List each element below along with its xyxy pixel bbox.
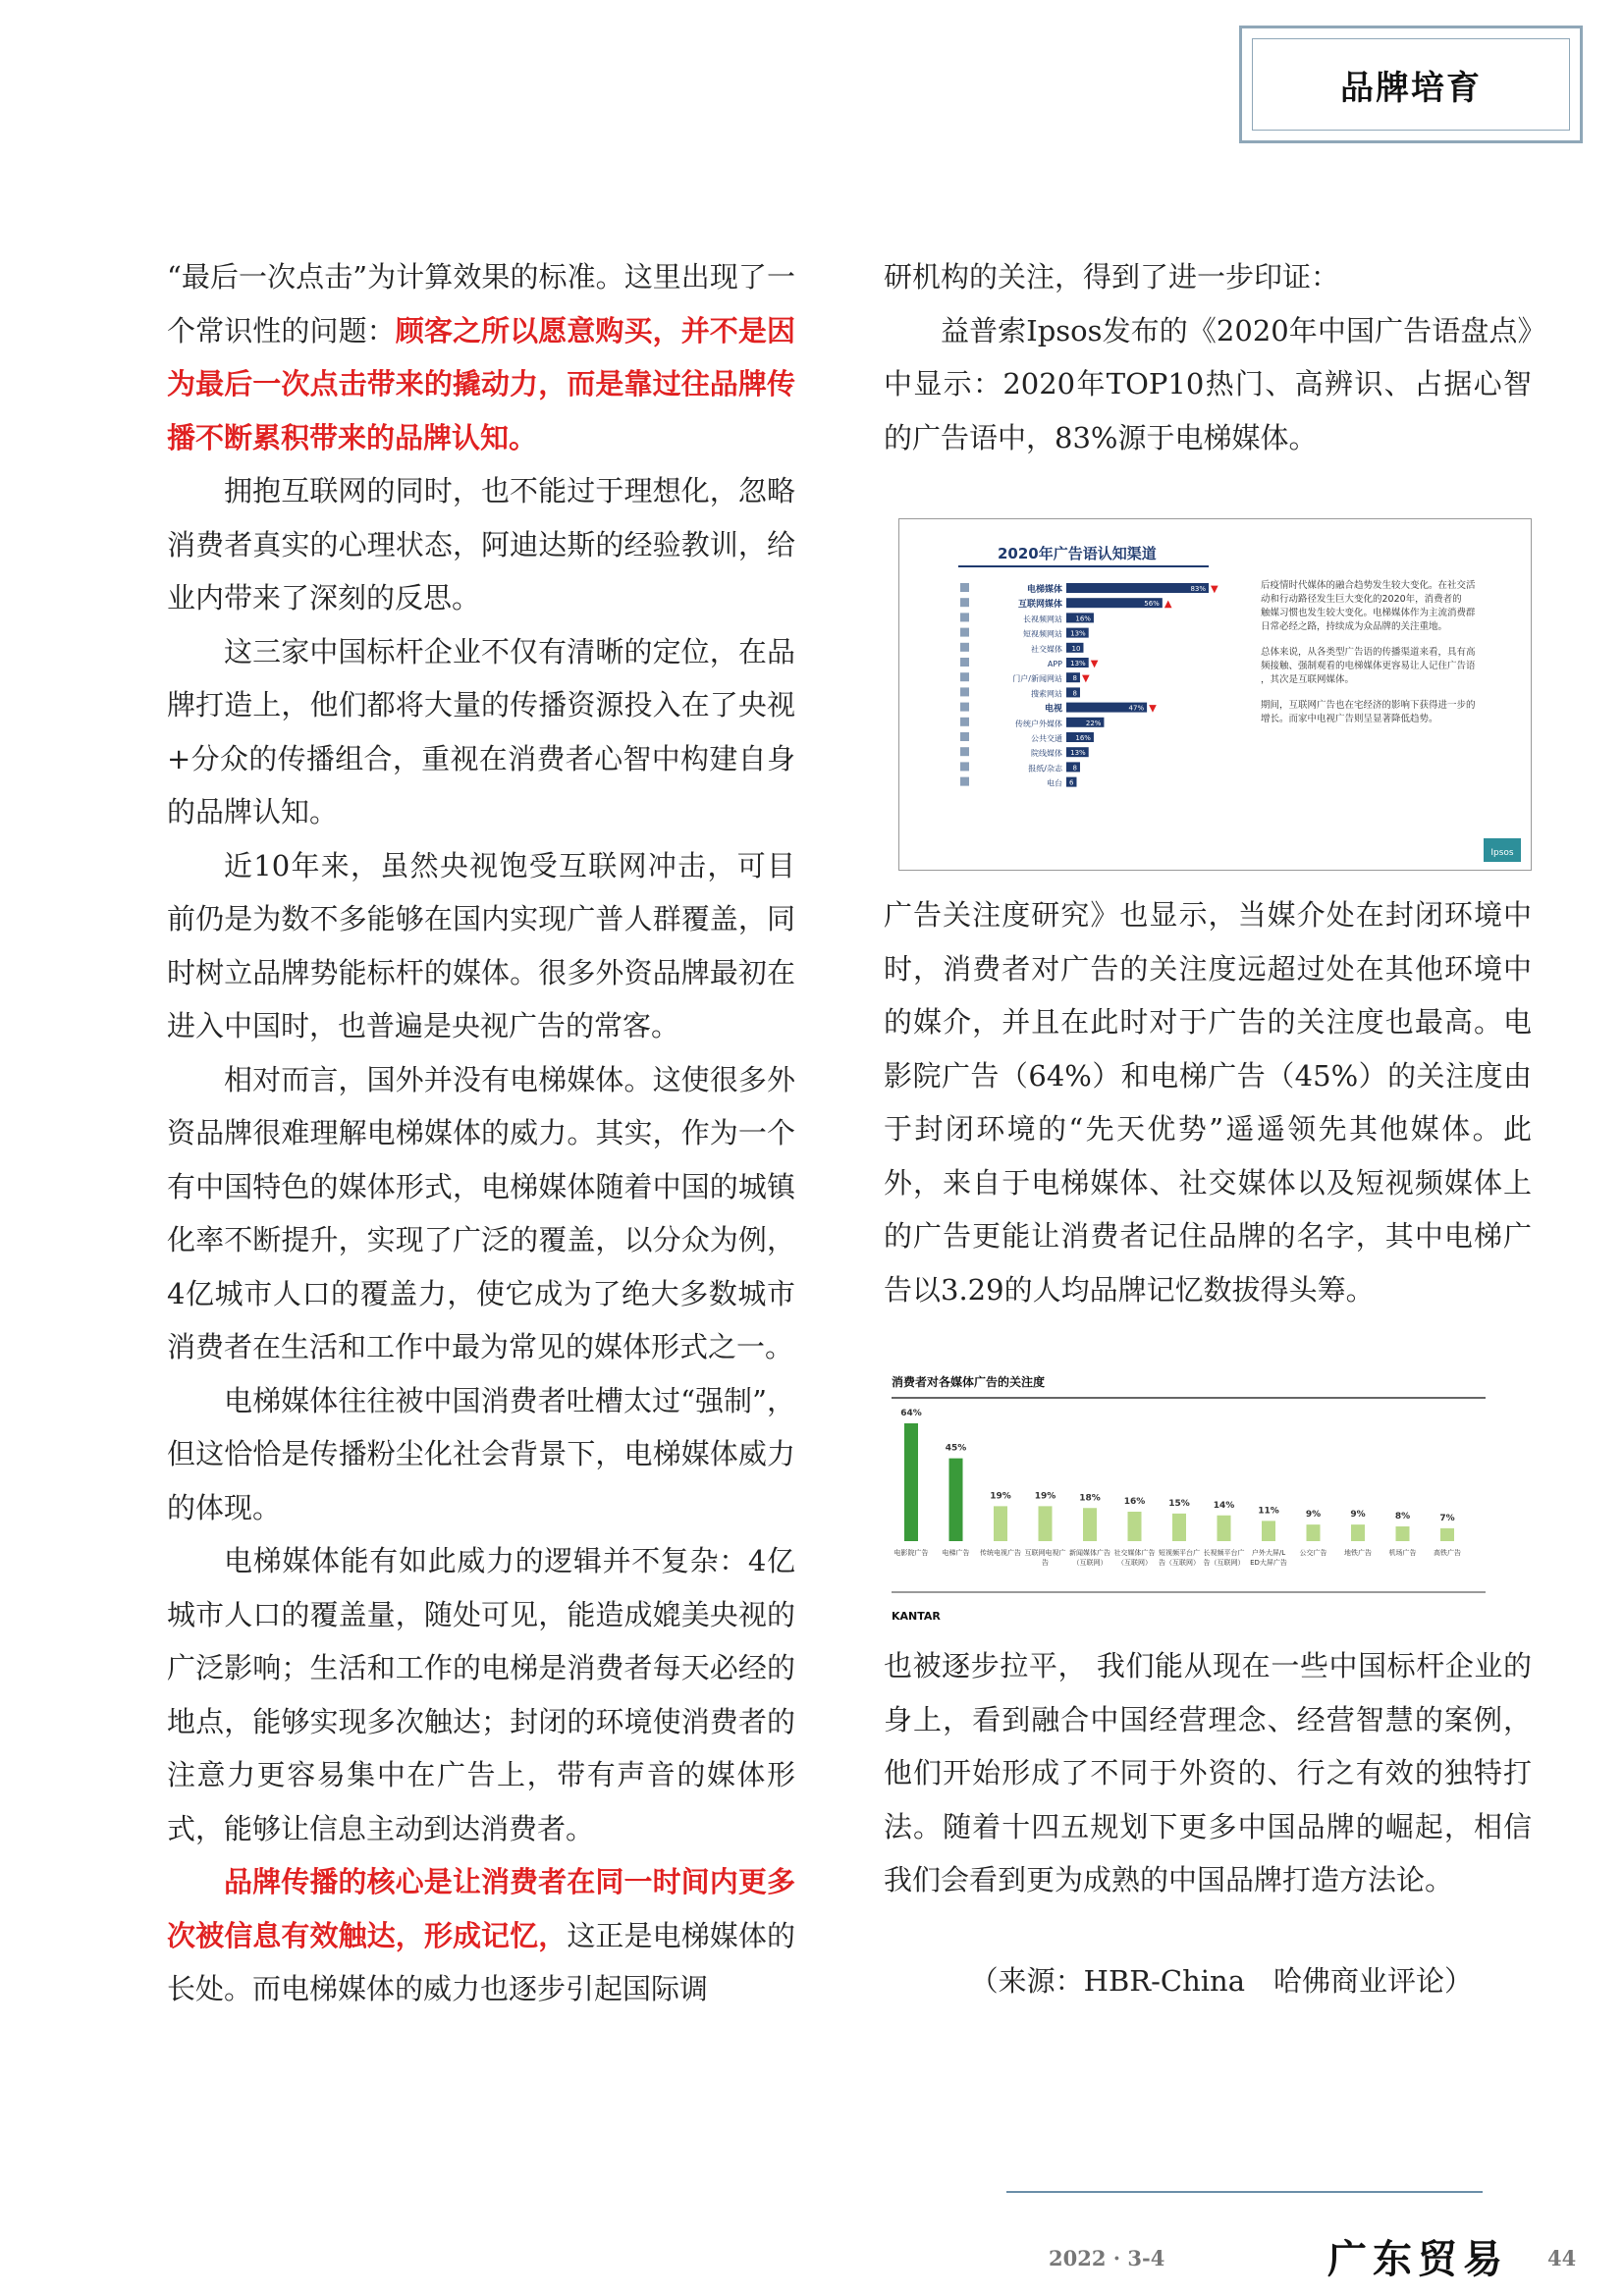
ipsos-chart xyxy=(898,518,1532,871)
down-arrow-icon: ▼ xyxy=(1090,659,1099,669)
bar-value: 8 xyxy=(1072,764,1077,773)
bar-value: 6 xyxy=(1069,778,1074,787)
media-label: 电影院广告 xyxy=(893,1549,929,1557)
channel-label: 电梯媒体 xyxy=(1026,585,1062,595)
note-text: 日常必经之路，持续成为众品牌的关注重地。 xyxy=(1261,621,1448,632)
paragraph: 广告关注度研究》也显示，当媒介处在封闭环境中时，消费者对广告的关注度远超过处在其他环境中的媒介，并且在此时对于广告的关注度也最高。电影院广告（64%）和电梯广告（45%）的关注度由于封闭环境的“先天优势”遥遥领先其他媒体。此外，来自于电梯媒体、社交媒体以及短视频媒体上的广告更能让消费者记住品牌的名字，其中电梯广告以3.29的人均品牌记忆数拔得头筹。 xyxy=(884,898,1532,1307)
bar-value: 16% xyxy=(1075,734,1091,742)
note-text: 动和行动路径发生巨大变化的2020年，消费者的 xyxy=(1261,594,1462,605)
paragraph: 近10年来，虽然央视饱受互联网冲击，可目前仍是为数不多能够在国内实现广普人群覆盖，同时树立品牌势能标杆的媒体。很多外资品牌最初在进入中国时，也普遍是央视广告的常客。 xyxy=(167,848,795,1042)
media-label: 户外大屏/L xyxy=(1251,1549,1286,1557)
channel-label: 院线媒体 xyxy=(1031,749,1062,759)
channel-label: 传统户外媒体 xyxy=(1015,719,1062,728)
media-label: 公交广告 xyxy=(1299,1549,1327,1557)
media-bar xyxy=(1262,1521,1275,1541)
media-bar xyxy=(1307,1524,1321,1541)
media-label: 互联网电视广 xyxy=(1024,1549,1066,1557)
down-arrow-icon: ▼ xyxy=(1149,703,1157,715)
bar-value: 8 xyxy=(1072,674,1077,683)
source-note: （来源：HBR-China 哈佛商业评论） xyxy=(969,1963,1473,1998)
paragraph: “最后一次点击”为计算效果的标准。这里出现了一个常识性的问题：顾客之所以愿意购买，并不是因为最后一次点击带来的撬动力，而是靠过往品牌传播不断累积带来的品牌认知。 xyxy=(167,260,795,454)
bar-value: 13% xyxy=(1070,660,1086,667)
down-arrow-icon: ▼ xyxy=(1081,673,1090,685)
note-text: ，其次是互联网媒体。 xyxy=(1261,674,1355,685)
page-number: 44 xyxy=(1547,2246,1577,2270)
media-bar xyxy=(1440,1528,1454,1541)
note-text: 增长。而家中电视广告则呈显著降低趋势。 xyxy=(1261,714,1438,724)
down-arrow-icon: ▼ xyxy=(1211,584,1218,595)
paragraph: 电梯媒体往往被中国消费者吐槽太过“强制”，但这恰恰是传播粉尘化社会背景下，电梯媒体威力的体现。 xyxy=(167,1383,795,1524)
media-bar xyxy=(1351,1524,1365,1541)
bar-value: 16% xyxy=(1075,614,1091,623)
channel-icon xyxy=(960,747,969,756)
bar-value: 11% xyxy=(1258,1506,1279,1517)
paragraph: 拥抱互联网的同时，也不能过于理想化，忽略消费者真实的心理状态，阿迪达斯的经验教训，给业内带来了深刻的反思。 xyxy=(167,474,795,614)
right-column-top xyxy=(884,250,1532,464)
channel-icon xyxy=(960,658,969,667)
bar-value: 15% xyxy=(1168,1498,1190,1509)
media-label: 电梯广告 xyxy=(942,1549,970,1557)
note-text: 总体来说，从各类型广告语的传播渠道来看，具有高 xyxy=(1261,647,1476,658)
bar-value: 18% xyxy=(1079,1493,1101,1504)
note-text: 触媒习惯也发生较大变化。电梯媒体作为主流消费群 xyxy=(1261,608,1476,618)
note-text: 频接触、强制观看的电梯媒体更容易让人记住广告语 xyxy=(1261,661,1476,671)
media-label: 传统电视广告 xyxy=(980,1549,1021,1557)
channel-label: 公共交通 xyxy=(1031,734,1062,743)
media-bar xyxy=(1128,1512,1142,1541)
right-column-mid xyxy=(884,888,1532,1316)
note-text: 期间，互联网广告也在宅经济的影响下获得进一步的 xyxy=(1261,700,1476,711)
paragraph: 品牌传播的核心是让消费者在同一时间内更多次被信息有效触达，形成记忆，这正是电梯媒体的长处。而电梯媒体的威力也逐步引起国际调 xyxy=(167,1865,795,2005)
bar-value: 83% xyxy=(1190,585,1206,593)
bar-value: 13% xyxy=(1070,629,1086,638)
media-label: 社交媒体广告 xyxy=(1113,1549,1156,1557)
channel-label: 互联网媒体 xyxy=(1017,600,1062,611)
media-label-cont: 告 xyxy=(1042,1559,1049,1567)
media-label: 新闻媒体广告 xyxy=(1069,1549,1110,1557)
paragraph: 这三家中国标杆企业不仅有清晰的定位，在品牌打造上，他们都将大量的传播资源投入在了央视+分众的传播组合，重视在消费者心智中构建自身的品牌认知。 xyxy=(167,634,795,828)
ipsos-chart-svg xyxy=(899,519,1531,870)
bar-value: 19% xyxy=(990,1491,1011,1502)
up-arrow-icon: ▲ xyxy=(1164,599,1172,611)
channel-label: 短视频网站 xyxy=(1023,629,1062,639)
magazine-logo: 广东贸易 xyxy=(1327,2236,1508,2282)
media-bar xyxy=(994,1506,1007,1541)
media-label-cont: （互联网） xyxy=(1072,1559,1108,1567)
paragraph: 相对而言，国外并没有电梯媒体。这使很多外资品牌很难理解电梯媒体的威力。其实，作为一个有中国特色的媒体形式，电梯媒体随着中国的城镇化率不断提升，实现了广泛的覆盖，以分众为例，4亿城市人口的覆盖力，使它成为了绝大多数城市消费者在生活和工作中最为常见的媒体形式之一。 xyxy=(167,1062,795,1363)
ipsos-logo-text: Ipsos xyxy=(1490,848,1514,858)
paragraph: 也被逐步拉平， 我们能从现在一些中国标杆企业的身上，看到融合中国经营理念、经营智慧的案例，他们开始形成了不同于外资的、行之有效的独特打法。随着十四五规划下更多中国品牌的崛起，相信我们会看到更为成熟的中国品牌打造方法论。 xyxy=(884,1649,1532,1896)
media-label: 高铁广告 xyxy=(1434,1549,1461,1557)
kantar-chart-svg xyxy=(882,1364,1495,1634)
bar-value: 19% xyxy=(1034,1491,1056,1502)
bar-value: 56% xyxy=(1144,600,1160,609)
chart-title: 消费者对各媒体广告的关注度 xyxy=(892,1375,1046,1389)
bar-value: 9% xyxy=(1305,1510,1322,1521)
highlight-text: 品牌传播的核心是让消费者在同一时间内更多次被信息有效触达，形成记忆， xyxy=(167,1865,795,1952)
highlight-text: 顾客之所以愿意购买，并不是因为最后一次点击带来的撬动力，而是靠过往品牌传播不断累积带来的品牌认知。 xyxy=(167,313,795,454)
channel-icon xyxy=(960,613,969,621)
channel-label: 电视 xyxy=(1044,704,1062,715)
chart-title: 2020年广告语认知渠道 xyxy=(998,545,1157,562)
bar-value: 7% xyxy=(1439,1513,1455,1523)
media-label-cont: 告（互联网） xyxy=(1203,1559,1245,1567)
channel-icon xyxy=(960,762,969,771)
media-label: 机场广告 xyxy=(1388,1549,1417,1557)
media-label: 长视频平台广 xyxy=(1203,1549,1245,1557)
media-bar xyxy=(904,1423,918,1541)
channel-label: APP xyxy=(1047,660,1062,668)
media-label-cont: ED大屏广告 xyxy=(1250,1559,1287,1567)
channel-icon xyxy=(960,672,969,681)
media-bar xyxy=(1396,1526,1410,1541)
bar-value: 45% xyxy=(945,1443,967,1454)
media-label-cont: （互联网） xyxy=(1117,1559,1152,1567)
media-label: 短视频平台广 xyxy=(1159,1549,1200,1557)
kantar-logo: KANTAR xyxy=(892,1610,941,1623)
note-text: 后疫情时代媒体的融合趋势发生较大变化。在社交活 xyxy=(1261,580,1476,591)
channel-icon xyxy=(960,777,969,786)
bar-value: 13% xyxy=(1070,749,1086,758)
media-bar xyxy=(1172,1514,1186,1541)
section-title: 品牌培育 xyxy=(1340,68,1482,108)
channel-label: 门户/新闻网站 xyxy=(1012,674,1062,684)
bar-value: 64% xyxy=(900,1409,922,1418)
paragraph: 电梯媒体能有如此威力的逻辑并不复杂：4亿城市人口的覆盖量，随处可见，能造成媲美央视的广泛影响；生活和工作的电梯是消费者每天必经的地点，能够实现多次触达；封闭的环境使消费者的注意力更容易集中在广告上，带有声音的媒体形式，能够让信息主动到达消费者。 xyxy=(167,1544,795,1845)
paragraph: 益普索Ipsos发布的《2020年中国广告语盘点》中显示：2020年TOP10热门、高辨识、占据心智的广告语中，83%源于电梯媒体。 xyxy=(884,313,1532,454)
left-column xyxy=(167,250,795,2016)
section-badge xyxy=(1239,26,1583,143)
bar-value: 10 xyxy=(1071,644,1081,653)
media-bar xyxy=(1083,1508,1097,1541)
bar-value: 9% xyxy=(1350,1510,1366,1521)
bar-value: 16% xyxy=(1123,1497,1146,1507)
bar-value: 8 xyxy=(1072,689,1077,698)
bar-value: 47% xyxy=(1128,704,1145,713)
footer-divider xyxy=(1006,2191,1483,2193)
channel-icon xyxy=(960,732,969,741)
channel-label: 搜索网站 xyxy=(1031,689,1062,699)
channel-label: 报纸/杂志 xyxy=(1028,764,1062,774)
channel-icon xyxy=(960,643,969,652)
paragraph: 研机构的关注，得到了进一步印证： xyxy=(884,260,1340,294)
media-label-cont: 告（互联网） xyxy=(1159,1559,1200,1567)
channel-icon xyxy=(960,583,969,592)
channel-icon xyxy=(960,628,969,637)
channel-bar xyxy=(1066,583,1209,593)
channel-icon xyxy=(960,687,969,696)
media-label: 地铁广告 xyxy=(1344,1549,1372,1557)
bar-value: 8% xyxy=(1394,1512,1411,1522)
channel-icon xyxy=(960,718,969,726)
channel-label: 电台 xyxy=(1047,778,1062,788)
issue-date: 2022 · 3-4 xyxy=(1049,2246,1165,2270)
right-column-bottom xyxy=(884,1639,1532,2007)
channel-label: 长视频网站 xyxy=(1023,614,1062,624)
channel-icon xyxy=(960,703,969,712)
bar-value: 14% xyxy=(1213,1500,1235,1511)
channel-icon xyxy=(960,598,969,607)
kantar-chart xyxy=(882,1364,1495,1634)
media-bar xyxy=(949,1459,963,1541)
media-bar xyxy=(1218,1516,1231,1541)
bar-value: 22% xyxy=(1085,719,1102,727)
media-bar xyxy=(1039,1506,1053,1541)
channel-label: 社交媒体 xyxy=(1031,644,1062,654)
